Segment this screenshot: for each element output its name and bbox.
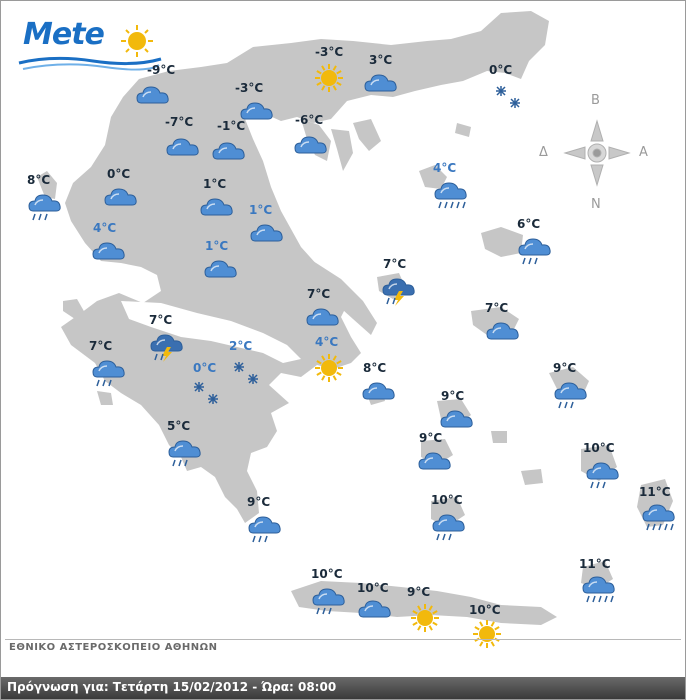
temp-label: 8°C [27,173,51,187]
snow-icon [227,355,267,389]
rain-icon [515,233,555,267]
temp-label: 8°C [363,361,387,375]
cloud-icon [209,137,249,171]
rain-icon [551,377,591,411]
temp-label: -3°C [235,81,264,95]
snow-icon [187,375,227,409]
cloud-icon [133,81,173,115]
sun-icon [467,617,507,651]
cloud-icon [101,183,141,217]
cloud-icon [201,255,241,289]
compass-north: B [591,93,600,108]
compass-rose [539,93,648,213]
temp-label: 3°C [369,53,393,67]
temp-label: -1°C [217,119,246,133]
temp-label: 4°C [93,221,117,235]
logo-text: Mete [23,17,104,52]
rain-icon [245,511,285,545]
cloud-icon [89,237,129,271]
rain-icon [429,509,469,543]
sun-icon [309,61,349,95]
temp-label: -9°C [147,63,176,77]
cloud-icon [361,69,401,103]
rain-icon [89,355,129,389]
snow-icon [489,79,529,113]
temp-label: 7°C [89,339,113,353]
cloud-icon [355,595,395,629]
temp-label: 10°C [469,603,501,617]
temp-label: 4°C [315,335,339,349]
heavy-rain-icon [431,177,471,211]
temp-label: 5°C [167,419,191,433]
separator [5,639,681,640]
temp-label: 10°C [431,493,463,507]
heavy-rain-icon [579,571,619,605]
cloud-icon [197,193,237,227]
cloud-icon [359,377,399,411]
rain-icon [309,583,349,617]
temp-label: 9°C [419,431,443,445]
rain-icon [25,189,65,223]
temp-label: -6°C [295,113,324,127]
temp-label: 9°C [441,389,465,403]
temp-label: 6°C [517,217,541,231]
temp-label: 11°C [639,485,671,499]
temp-label: 1°C [203,177,227,191]
forecast-footer [1,677,685,699]
temp-label: 7°C [307,287,331,301]
cloud-icon [437,405,477,439]
institute-name: ΕΘΝΙΚΟ ΑΣΤΕΡΟΣΚΟΠΕΙΟ ΑΘΗΝΩΝ [9,642,218,653]
compass-east: A [639,145,648,160]
cloud-icon [303,303,343,337]
temp-label: 4°C [433,161,457,175]
temp-label: 0°C [489,63,513,77]
temp-label: 0°C [193,361,217,375]
cloud-icon [247,219,287,253]
temp-label: 0°C [107,167,131,181]
cloud-icon [163,133,203,167]
temp-label: 10°C [357,581,389,595]
thunderstorm-icon [379,273,419,307]
cloud-icon [415,447,455,481]
temp-label: 9°C [407,585,431,599]
heavy-rain-icon [639,499,679,533]
temp-label: 9°C [553,361,577,375]
temp-label: 9°C [247,495,271,509]
thunderstorm-icon [147,329,187,363]
temp-label: 10°C [311,567,343,581]
temp-label: 1°C [205,239,229,253]
cloud-icon [483,317,523,351]
temp-label: 7°C [485,301,509,315]
sun-icon [309,351,349,385]
forecast-datetime: Πρόγνωση για: Τετάρτη 15/02/2012 - Ώρα: 08:00 [7,680,337,694]
cloud-icon [291,131,331,165]
compass-icon [561,93,633,213]
temp-label: 11°C [579,557,611,571]
temp-label: -7°C [165,115,194,129]
temp-label: -3°C [315,45,344,59]
compass-south: N [591,197,601,212]
temp-label: 1°C [249,203,273,217]
rain-icon [583,457,623,491]
temp-label: 7°C [149,313,173,327]
temp-label: 2°C [229,339,253,353]
rain-icon [165,435,205,469]
compass-west: Δ [539,145,548,160]
temp-label: 7°C [383,257,407,271]
sun-icon [405,601,445,635]
temp-label: 10°C [583,441,615,455]
